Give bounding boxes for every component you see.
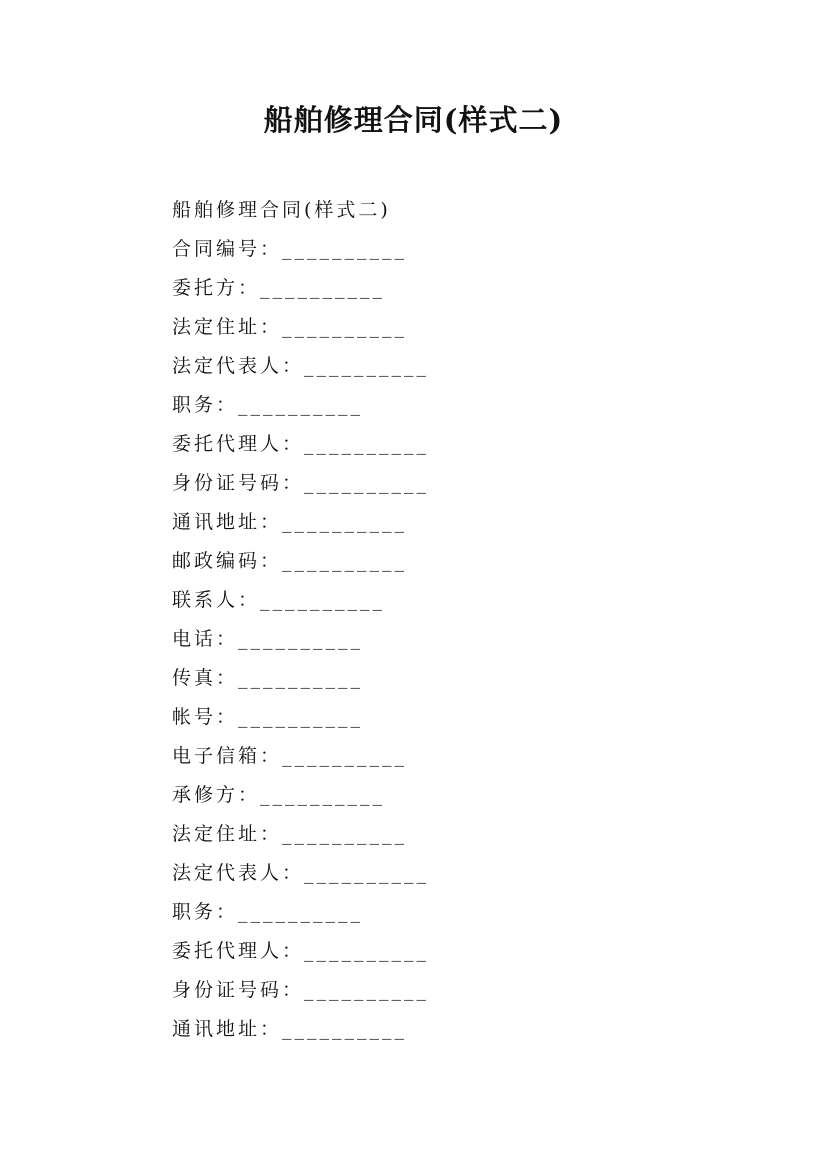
field-client-id-number: 身份证号码：__________ — [172, 472, 430, 494]
field-contractor-agent: 委托代理人：__________ — [172, 940, 430, 962]
field-contractor-mailing-address: 通讯地址：__________ — [172, 1018, 408, 1040]
field-client-contact: 联系人：__________ — [172, 589, 386, 611]
field-client: 委托方：__________ — [172, 277, 386, 299]
field-client-address: 法定住址：__________ — [172, 316, 408, 338]
field-client-agent: 委托代理人：__________ — [172, 433, 430, 455]
field-client-mailing-address: 通讯地址：__________ — [172, 511, 408, 533]
field-contractor: 承修方：__________ — [172, 784, 386, 806]
document-subtitle: 船舶修理合同(样式二) — [172, 199, 391, 221]
field-client-fax: 传真：__________ — [172, 667, 364, 689]
field-client-postal-code: 邮政编码：__________ — [172, 550, 408, 572]
field-contractor-id-number: 身份证号码：__________ — [172, 979, 430, 1001]
field-client-position: 职务：__________ — [172, 394, 364, 416]
field-contractor-address: 法定住址：__________ — [172, 823, 408, 845]
field-contract-number: 合同编号：__________ — [172, 238, 408, 260]
field-client-account: 帐号：__________ — [172, 706, 364, 728]
field-client-legal-rep: 法定代表人：__________ — [172, 355, 430, 377]
field-client-phone: 电话：__________ — [172, 628, 364, 650]
field-contractor-position: 职务：__________ — [172, 901, 364, 923]
page-title: 船舶修理合同(样式二) — [263, 103, 564, 137]
document-body — [172, 196, 772, 1054]
field-client-email: 电子信箱：__________ — [172, 745, 408, 767]
field-contractor-legal-rep: 法定代表人：__________ — [172, 862, 430, 884]
